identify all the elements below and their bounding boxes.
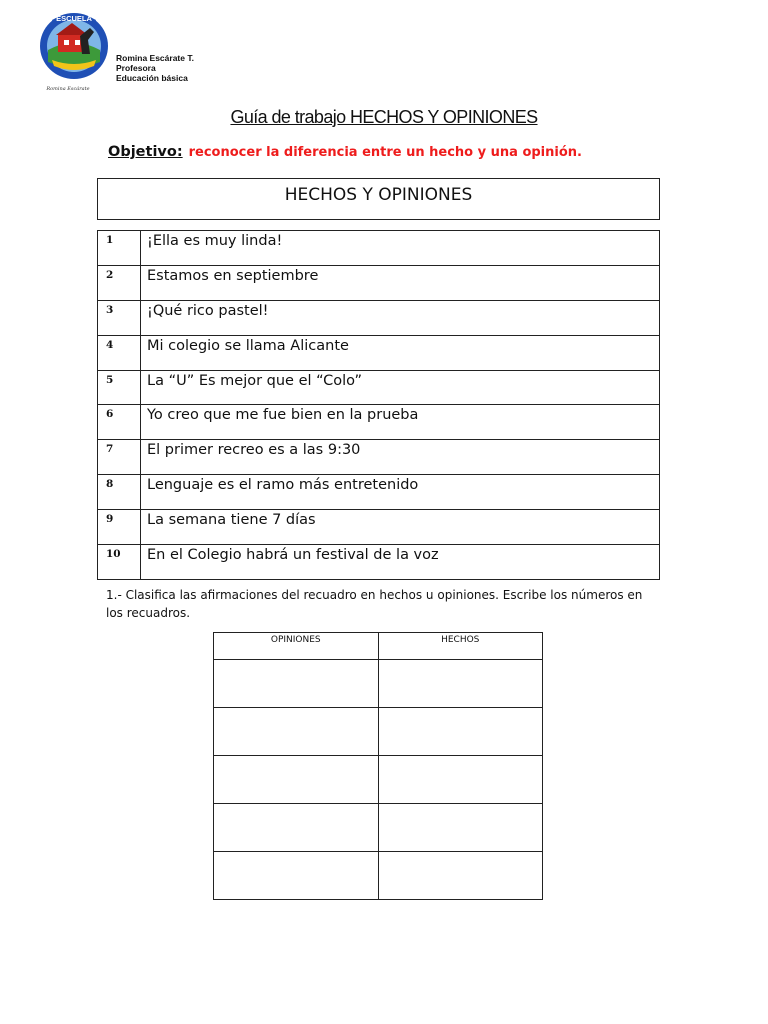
table-row — [214, 660, 543, 708]
statement-row — [98, 405, 660, 440]
statement-row — [98, 510, 660, 545]
opinion-answer-cell[interactable] — [214, 804, 379, 852]
hecho-answer-cell[interactable] — [378, 852, 543, 900]
objective-text: reconocer la diferencia entre un hecho y una opinión. — [188, 145, 582, 160]
opinion-answer-cell[interactable] — [214, 708, 379, 756]
instruction-text: 1.- Clasifica las afirmaciones del recuadro en hechos u opiniones. Escribe los números en los recuadros. — [106, 588, 643, 620]
statement-text: El primer recreo es a las 9:30 — [141, 440, 660, 475]
objective — [108, 144, 582, 160]
statement-text: ¡Ella es muy linda! — [141, 231, 660, 266]
statement-text: Yo creo que me fue bien en la prueba — [141, 405, 660, 440]
statement-row — [98, 545, 660, 580]
table-row — [214, 804, 543, 852]
statement-number: 6 — [98, 405, 141, 440]
hecho-answer-cell[interactable] — [378, 660, 543, 708]
statement-row — [98, 265, 660, 300]
opinion-answer-cell[interactable] — [214, 756, 379, 804]
table-row — [214, 756, 543, 804]
section-heading: HECHOS Y OPINIONES — [97, 178, 660, 220]
statement-number: 1 — [98, 231, 141, 266]
objective-label: Objetivo: — [108, 144, 183, 160]
statement-row — [98, 231, 660, 266]
teacher-info — [116, 53, 194, 83]
column-header-opiniones: OPINIONES — [214, 633, 379, 660]
column-header-hechos: HECHOS — [378, 633, 543, 660]
logo-title-text: ESCUELA — [56, 14, 92, 23]
statement-number: 2 — [98, 265, 141, 300]
statements-table — [97, 230, 660, 580]
statement-number: 4 — [98, 335, 141, 370]
logo-signature: Romina Escárate — [46, 86, 90, 92]
statement-number: 10 — [98, 545, 141, 580]
hecho-answer-cell[interactable] — [378, 708, 543, 756]
statement-text: Estamos en septiembre — [141, 265, 660, 300]
statement-number: 9 — [98, 510, 141, 545]
statement-text: ¡Qué rico pastel! — [141, 300, 660, 335]
statement-number: 8 — [98, 475, 141, 510]
statement-text: La “U” Es mejor que el “Colo” — [141, 370, 660, 405]
opinion-answer-cell[interactable] — [214, 852, 379, 900]
statement-number: 7 — [98, 440, 141, 475]
teacher-area: Educación básica — [116, 73, 188, 83]
statement-row — [98, 370, 660, 405]
statement-row — [98, 440, 660, 475]
teacher-name: Romina Escárate T. — [116, 53, 194, 63]
statement-row — [98, 475, 660, 510]
statement-row — [98, 335, 660, 370]
classification-table — [213, 632, 543, 900]
opinion-answer-cell[interactable] — [214, 660, 379, 708]
teacher-role: Profesora — [116, 63, 156, 73]
statement-text: Mi colegio se llama Alicante — [141, 335, 660, 370]
hecho-answer-cell[interactable] — [378, 804, 543, 852]
statement-text: En el Colegio habrá un festival de la voz — [141, 545, 660, 580]
statement-text: La semana tiene 7 días — [141, 510, 660, 545]
school-logo — [34, 6, 114, 92]
hecho-answer-cell[interactable] — [378, 756, 543, 804]
document-title: Guía de trabajo HECHOS Y OPINIONES — [230, 107, 538, 127]
statement-number: 3 — [98, 300, 141, 335]
table-row — [214, 852, 543, 900]
statement-number: 5 — [98, 370, 141, 405]
table-row — [214, 708, 543, 756]
statement-text: Lenguaje es el ramo más entretenido — [141, 475, 660, 510]
statement-row — [98, 300, 660, 335]
